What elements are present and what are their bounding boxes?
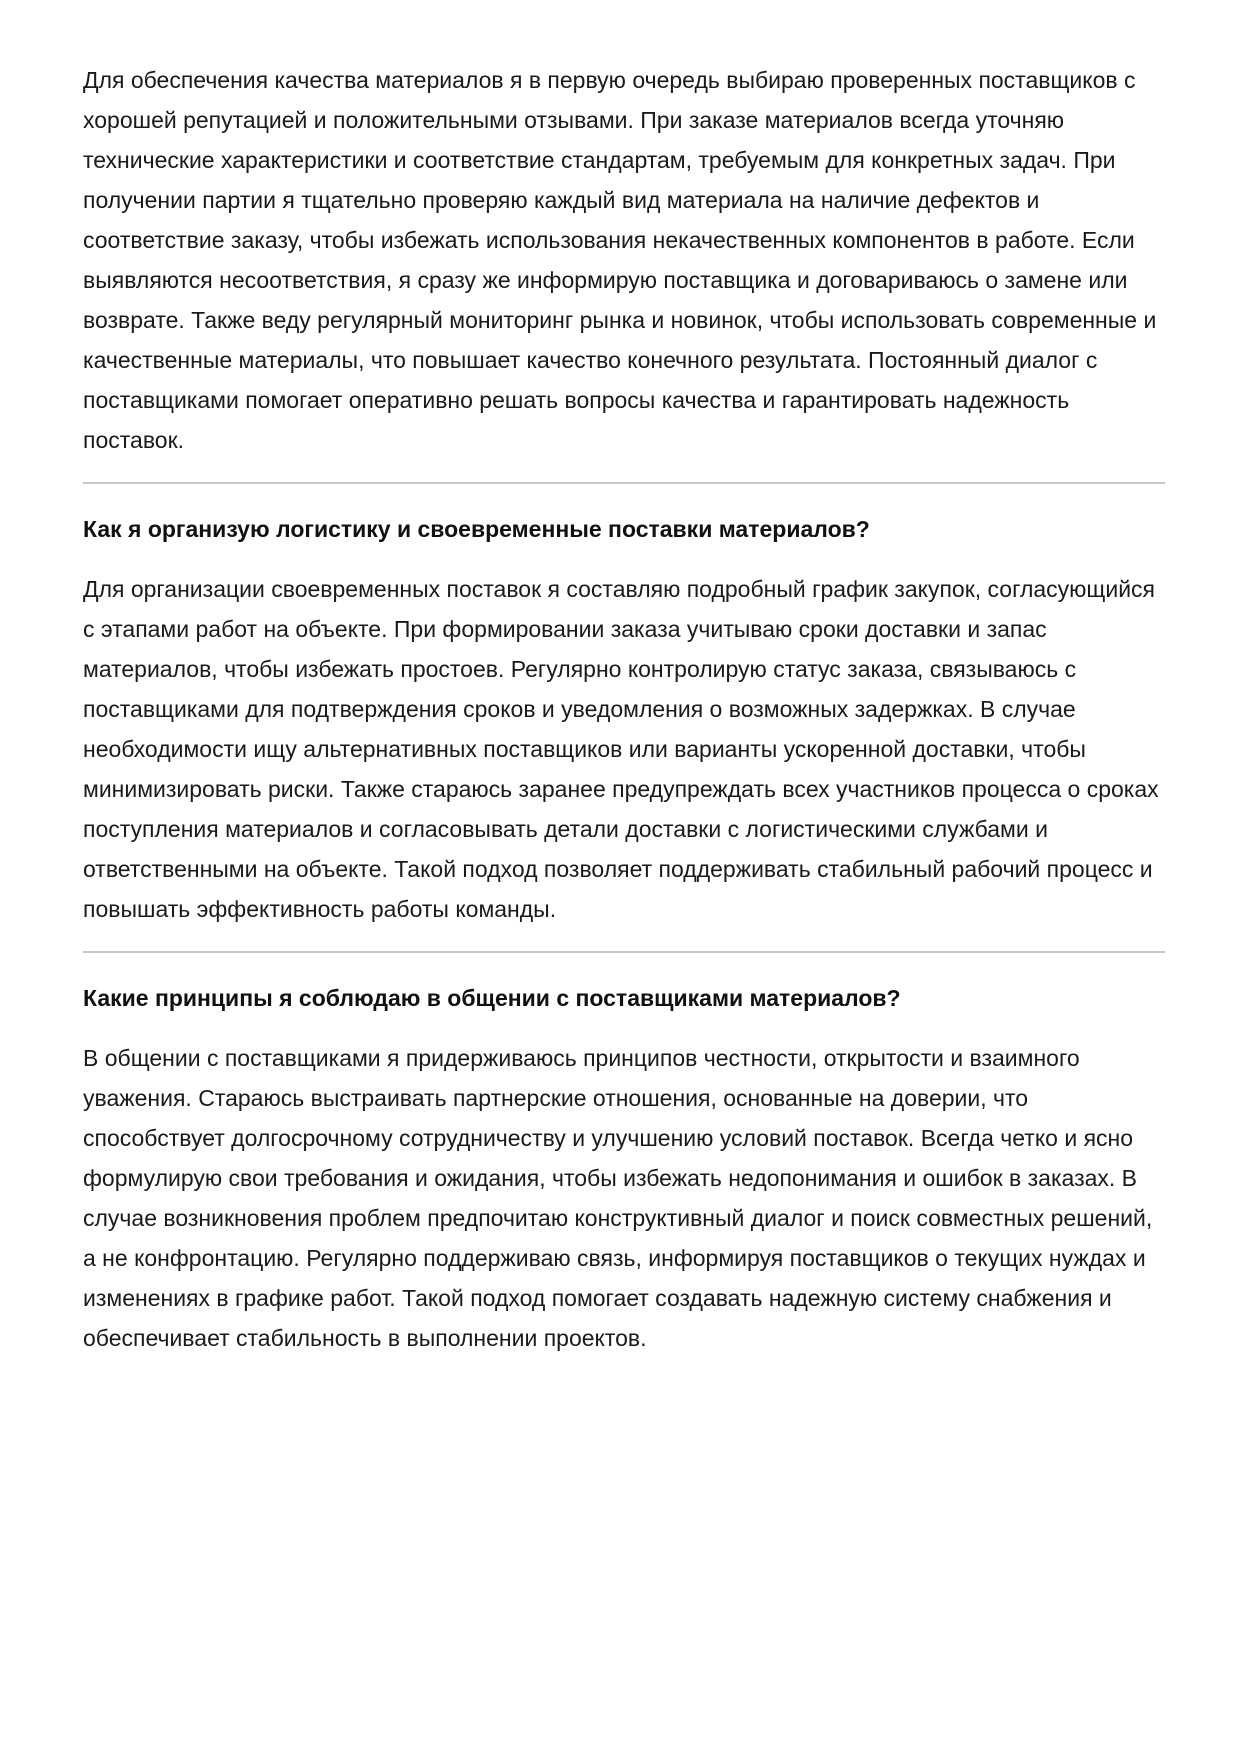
section-1-paragraph: Для обеспечения качества материалов я в первую очередь выбираю проверенных поставщиков с хорошей репутацией и положительными отзывами. При заказе материалов всегда уточняю технические характеристики и соответствие стандартам, требуемым для конкретных задач. При получении партии я тщательно проверяю каждый вид материала на наличие дефектов и соответствие заказу, чтобы избежать использования некачественных компонентов в работе. Если выявляются несоответствия, я сразу же информирую поставщика и договариваюсь о замене или возврате. Также веду регулярный мониторинг рынка и новинок, чтобы использовать современные и качественные материалы, что повышает качество конечного результата. Постоянный диалог с поставщиками помогает оперативно решать вопросы качества и гарантировать надежность поставок. xyxy=(83,67,1157,453)
section-2-paragraph: Для организации своевременных поставок я составляю подробный график закупок, согласующийся с этапами работ на объекте. При формировании заказа учитываю сроки доставки и запас материалов, чтобы избежать простоев. Регулярно контролирую статус заказа, связываюсь с поставщиками для подтверждения сроков и уведомления о возможных задержках. В случае необходимости ищу альтернативных поставщиков или варианты ускоренной доставки, чтобы минимизировать риски. Также стараюсь заранее предупреждать всех участников процесса о сроках поступления материалов и согласовывать детали доставки с логистическими службами и ответственными на объекте. Такой подход позволяет поддерживать стабильный рабочий процесс и повышать эффективность работы команды. xyxy=(83,576,1159,922)
document-page xyxy=(83,60,1165,1358)
section-divider xyxy=(83,951,1165,953)
section-2-title: Как я организую логистику и своевременные поставки материалов? xyxy=(83,516,870,542)
section-divider xyxy=(83,482,1165,484)
section-3-title: Какие принципы я соблюдаю в общении с поставщиками материалов? xyxy=(83,985,901,1011)
section-3-paragraph: В общении с поставщиками я придерживаюсь принципов честности, открытости и взаимного уважения. Стараюсь выстраивать партнерские отношения, основанные на доверии, что способствует долгосрочному сотрудничеству и улучшению условий поставок. Всегда четко и ясно формулирую свои требования и ожидания, чтобы избежать недопонимания и ошибок в заказах. В случае возникновения проблем предпочитаю конструктивный диалог и поиск совместных решений, а не конфронтацию. Регулярно поддерживаю связь, информируя поставщиков о текущих нуждах и изменениях в графике работ. Такой подход помогает создавать надежную систему снабжения и обеспечивает стабильность в выполнении проектов. xyxy=(83,1045,1153,1351)
